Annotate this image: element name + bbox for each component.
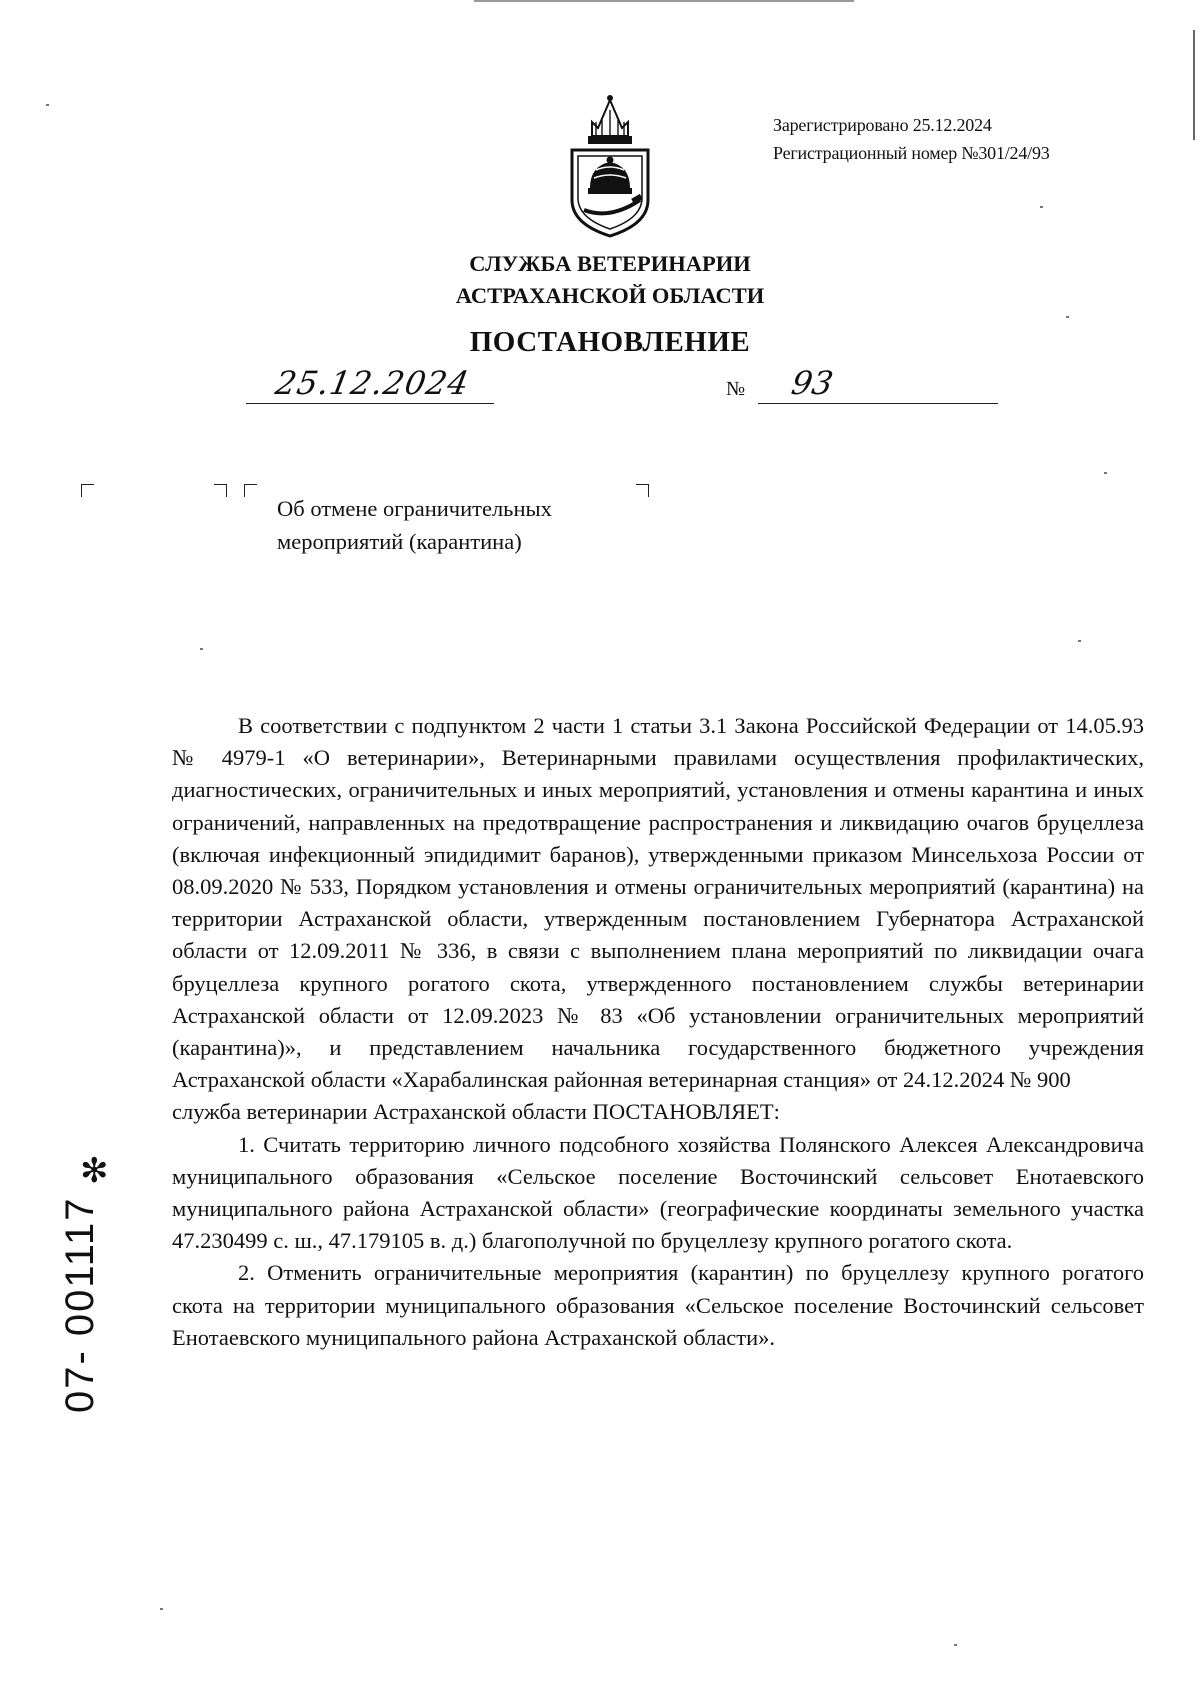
scan-edge-mark (1193, 30, 1195, 140)
organization-line-1: СЛУЖБА ВЕТЕРИНАРИИ (469, 251, 751, 276)
registration-date: Зарегистрировано 25.12.2024 (773, 115, 992, 135)
document-number: 93 (788, 364, 837, 402)
scan-speck (46, 104, 49, 106)
document-date: 25.12.2024 (272, 364, 473, 402)
resolution-item-2: 2. Отменить ограничительные мероприятия (карантин) по бруцеллезу крупного рогатого скота на территории муниципального образования «Сельское поселение Восточинский сельсовет Енотаевского муниципального района Астраханской области». (172, 1260, 1144, 1350)
number-label: № (726, 378, 746, 400)
coat-of-arms-icon (566, 92, 654, 240)
scan-speck (200, 648, 203, 650)
resolution-item-1: 1. Считать территорию личного подсобного хозяйства Полянского Алексея Александровича муниципального образования «Сельское поселение Восточинский сельсовет Енотаевского муниципального района Астраханской области» (географические координаты земельного участка 47.230499 с. ш., 47.179105 в. д.) благополучной по бруцеллезу крупного рогатого скота. (172, 1131, 1144, 1254)
margin-star-mark: ✻ (80, 1153, 109, 1190)
organization-line-2: АСТРАХАНСКОЙ ОБЛАСТИ (455, 283, 765, 308)
preamble-paragraph: В соответствии с подпунктом 2 части 1 статьи 3.1 Закона Российской Федерации от 14.05.93 № 4979-1 «О ветеринарии», Ветеринарными правилами осуществления профилактических, диагностических, ограничительных и иных мероприятий, установления и отмены карантина и иных ограничений, направленных на предотвращение распространения и ликвидацию очагов бруцеллеза (включая инфекционный эпидидимит баранов), утвержденными приказом Минсельхоза России от 08.09.2020 № 533, Порядком установления и отмены ограничительных мероприятий (карантина) на территории Астраханской области, утвержденным постановлением Губернатора Астраханской области от 12.09.2011 № 336, в связи с выполнением плана мероприятий по ликвидации очага бруцеллеза крупного рогатого скота, утвержденного постановлением службы ветеринарии Астраханской области от 12.09.2023 № 83 «Об установлении ограничительных мероприятий (карантина)», и представлением начальника государственного бюджетного учреждения Астраханской области «Харабалинская районная ветеринарная станция» от 24.12.2024 № 900 (172, 713, 1144, 1093)
scan-speck (1078, 640, 1081, 642)
registration-stamp (773, 111, 1050, 167)
registration-number: Регистрационный номер №301/24/93 (773, 143, 1050, 163)
document-type-title: ПОСТАНОВЛЕНИЕ (469, 326, 751, 358)
scan-speck (160, 1608, 163, 1610)
organization-name (300, 248, 920, 312)
bracket-corner (214, 484, 227, 497)
scan-artifact-line (474, 0, 854, 2)
subject-line-2: мероприятий (карантина) (277, 529, 522, 554)
scan-speck (954, 1644, 957, 1646)
bracket-corner (81, 484, 94, 497)
scan-speck (1066, 316, 1069, 318)
subject-line-1: Об отмене ограничительных (277, 496, 552, 521)
margin-registration-number: 07- 001117 (58, 1196, 102, 1413)
bracket-corner (244, 484, 257, 497)
document-subject (277, 492, 552, 558)
bracket-corner (636, 484, 649, 497)
document-body (172, 710, 1144, 1354)
scan-speck (1104, 472, 1107, 474)
scan-speck (1040, 206, 1043, 208)
resolves-line: служба ветеринарии Астраханской области ПОСТАНОВЛЯЕТ: (172, 1099, 780, 1125)
